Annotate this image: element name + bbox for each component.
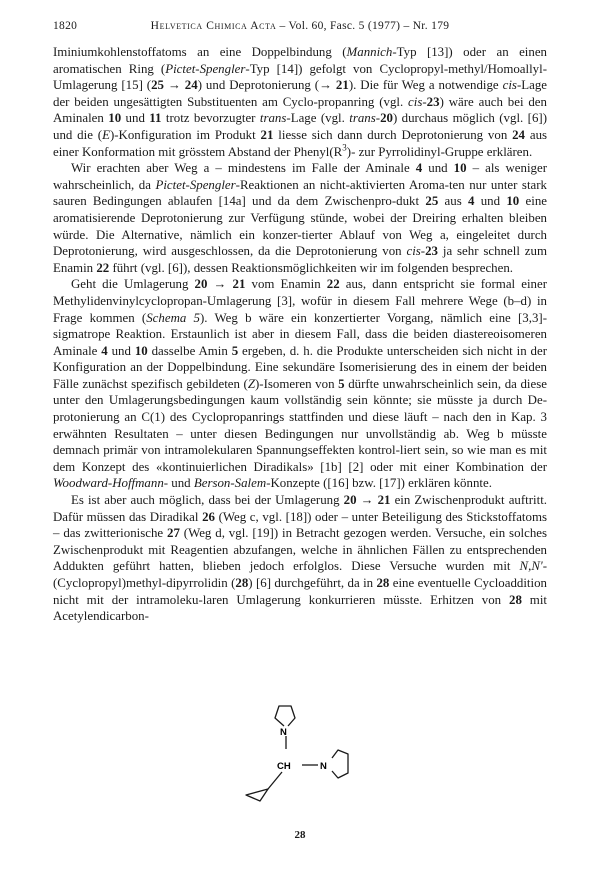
text-run: und <box>121 111 150 126</box>
text-run: - und <box>163 476 194 491</box>
italic-term: cis <box>502 78 517 93</box>
text-run: -Lage (vgl. <box>286 111 350 126</box>
text-run: ) wäre auch bei den Aminalen <box>53 94 547 126</box>
italic-term: Pictet-Spengler <box>155 177 236 192</box>
compound-number: 10 <box>134 343 148 358</box>
compound-number: 21 <box>335 78 349 93</box>
text-run: aus einer Konformation mit grösstem Abstand der Phenyl(R <box>53 127 548 159</box>
text-run: ergeben, d. h. die Produkte unterscheiden sich nicht in der Konfiguration an der Doppelbindung. Eine sekundäre Isomerisierung des in einem der beiden Fälle zunächst spezifisch gebildeten ( <box>53 343 547 391</box>
body-text <box>53 44 547 625</box>
text-run: ). Die für Weg a notwendige <box>348 78 503 93</box>
text-run: -(Cyclopropyl)methyl-dipyrrolidin ( <box>53 559 547 590</box>
text-run: trotz bevorzugter <box>161 111 260 126</box>
italic-term: Berson-Salem <box>193 476 267 491</box>
compound-label: 28 <box>294 829 306 841</box>
cyclopropane-ring <box>246 789 268 801</box>
italic-term: Pictet-Spengler <box>165 61 246 76</box>
italic-term: Woodward-Hoffmann <box>53 476 164 491</box>
italic-term: cis <box>408 94 423 109</box>
italic-term: trans <box>349 111 376 126</box>
text-run: dasselbe Amin <box>147 343 232 358</box>
compound-number: 27 <box>167 526 180 541</box>
text-run: Es ist aber auch möglich, dass bei der Umlagerung <box>71 493 344 508</box>
text-run: und <box>474 194 507 209</box>
text-run: -Typ [14]) gefolgt von Cyclopropyl-methyl/Homoallyl-Umlagerung [15] ( <box>53 61 547 93</box>
text-run: dürfte unwahrscheinlich sein, da diese unter den Umlagerungsbedingungen kaum vollständig sein könnte; sie müsste ja durch De-protonierung an C(1) des Cyclopropanrings stattfinden und diese läuft – nach den in Kap. 3 erwähnten Resultaten – unter diesen Bedingungen nur unvollständig ab. Weg b müsste demnach primär von intramolekularen Spannungseffekten kontrol-liert sein, so wie man es mit dem Konzept des «kontinuierlichen Diradikals» [1b] [2] oder mit einer Kombination der <box>53 376 547 474</box>
compound-number: 21 <box>260 127 274 142</box>
text-run: Iminiumkohlenstoffatoms an eine Doppelbindung ( <box>53 45 347 59</box>
compound-number: 28 <box>376 576 390 590</box>
text-run: mit Acetylendicarbon- <box>53 592 547 624</box>
page-header <box>53 20 547 38</box>
text-run: führt (vgl. [6]), dessen Reaktionsmöglichkeiten wir im folgenden besprechen. <box>109 260 514 275</box>
compound-number: 28 <box>509 592 522 607</box>
compound-number: 20 <box>380 111 393 126</box>
paragraph <box>53 276 547 492</box>
text-run: → <box>207 277 233 292</box>
compound-number: 10 <box>108 111 122 126</box>
text-run: )-Konfiguration im Produkt <box>109 127 261 142</box>
compound-28-structure <box>240 692 360 842</box>
text-run: ja sehr schnell zum Enamin <box>53 244 547 275</box>
paragraph <box>53 44 547 160</box>
text-run: - <box>375 111 381 126</box>
compound-number: 4 <box>415 161 423 176</box>
compound-number: 28 <box>235 576 249 590</box>
compound-number: 20 <box>343 493 357 508</box>
text-run: - <box>420 244 426 259</box>
compound-number: 20 <box>194 277 208 292</box>
compound-number: 4 <box>101 343 108 358</box>
text-run: eine eventuelle Cycloaddition nicht mit der intramoleku-laren Umlagerung konkurrieren müsste. Erhitzen von <box>53 576 547 607</box>
text-run: )-Isomeren von <box>255 376 339 391</box>
structure-figure <box>240 692 360 862</box>
compound-number: 5 <box>231 343 239 358</box>
running-head <box>53 20 547 32</box>
italic-term: E <box>102 127 110 142</box>
text-run: 3 <box>342 142 347 153</box>
ch-cyclopropyl-bond <box>268 772 282 789</box>
text-run: ein Zwischenprodukt auftritt. Dafür müssen das Diradikal <box>53 493 547 524</box>
compound-number: 24 <box>184 78 198 93</box>
text-run: → <box>356 493 378 508</box>
text-run: vom Enamin <box>245 277 327 292</box>
text-run: – als weniger wahrscheinlich, da <box>53 161 548 192</box>
text-run: ). Weg b wäre ein konzertierter Vorgang, nämlich eine [3,3]-sigmatrope Reaktion. Erstaunlich ist aber in diesem Fall, dass die beiden diastereoisomeren Aminale <box>53 310 547 358</box>
text-run: eine aromatisierende Deprotonierung zur Verfügung stünde, wobei der Dreiring erhalten bleiben würde. Die Alternative, nämlich ein konzer-tierter Ablauf von Weg a, eingeleitet durch Deprotonierung, wird ausgeschlossen, da die Deprotonierung von <box>53 194 547 259</box>
text-run: aus <box>438 194 468 209</box>
text-run: -Konzepte ([16] bzw. [17]) erklären könnte. <box>266 476 492 491</box>
paragraph <box>53 160 547 276</box>
compound-number: 24 <box>512 127 525 142</box>
text-run: und <box>107 343 135 358</box>
compound-number: 10 <box>506 194 520 209</box>
italic-term: N,N' <box>519 559 543 574</box>
italic-term: cis <box>406 244 421 259</box>
atom-n-top: N <box>280 727 287 738</box>
compound-number: 22 <box>96 260 110 275</box>
compound-number: 22 <box>326 277 340 292</box>
text-run: (Weg c, vgl. [18]) oder – unter Beteiligung des Stickstoffatoms – das zwitterionische <box>53 509 547 541</box>
text-run: -Typ [13]) oder an einen aromatischen Ring ( <box>53 45 547 76</box>
compound-number: 26 <box>202 509 215 524</box>
text-run: und <box>422 161 454 176</box>
text-run: - <box>422 94 427 109</box>
compound-number: 4 <box>468 194 475 209</box>
compound-number: 23 <box>425 244 438 259</box>
text-run: ) und Deprotonierung (→ <box>197 78 336 93</box>
journal-volume-info: – Vol. 60, Fasc. 5 (1977) – Nr. 179 <box>276 20 450 32</box>
atom-n-right: N <box>320 761 327 772</box>
text-run: Geht die Umlagerung <box>71 277 195 292</box>
text-run: aus, dann entspricht sie formal einer Methylidenvinylcyclopropan-Umlagerung [3], wofür in diesem Fall mehrere Wege (b–d) in Frage kommen ( <box>53 277 547 325</box>
text-run: -Lage der beiden ungesättigten Substituenten am Cyclo-propanring (vgl. <box>53 78 547 109</box>
pyrrolidine-ring-top <box>275 706 295 726</box>
text-run: ) durchaus möglich (vgl. [6]) und die ( <box>53 111 547 142</box>
compound-number: 21 <box>232 277 246 292</box>
journal-name: Helvetica Chimica Acta <box>150 20 277 32</box>
text-run: liesse sich dann durch Deprotonierung von <box>273 127 513 142</box>
italic-term: Schema 5 <box>146 310 201 325</box>
compound-number: 5 <box>338 376 345 391</box>
text-run: -Reaktionen an nicht-aktivierten Aroma-ten nur unter stark sauren Bedingungen ablaufen [14a] und da dem Zwischenpro-dukt <box>53 177 547 209</box>
italic-term: trans <box>259 111 287 126</box>
atom-ch: CH <box>277 761 291 772</box>
compound-number: 25 <box>425 194 439 209</box>
paragraph <box>53 492 547 625</box>
pyrrolidine-ring-right <box>332 750 348 778</box>
compound-number: 10 <box>453 161 467 176</box>
page-number: 1820 <box>53 20 78 32</box>
italic-term: Mannich <box>346 45 393 59</box>
compound-number: 25 <box>151 78 164 93</box>
text-run: Wir erachten aber Weg a – mindestens im Falle der Aminale <box>71 161 416 176</box>
compound-number: 21 <box>377 493 391 508</box>
text-run: → <box>164 78 185 93</box>
text-run: )- zur Pyrrolidinyl-Gruppe erklären. <box>346 144 533 159</box>
compound-number: 11 <box>149 111 162 126</box>
italic-term: Z <box>247 376 256 391</box>
text-run: ) [6] durchgeführt, da in <box>248 576 377 590</box>
text-run: (Weg d, vgl. [19]) in Betracht gezogen werden. Versuche, ein solches Zwischenprodukt mit Reagentien abzufangen, welche in ähnlichen Fällen zu entsprechenden Addukten geführt hatten, blieben jedoch erfolglos. Diese Versuche wurden mit <box>53 526 547 574</box>
compound-number: 23 <box>426 94 440 109</box>
